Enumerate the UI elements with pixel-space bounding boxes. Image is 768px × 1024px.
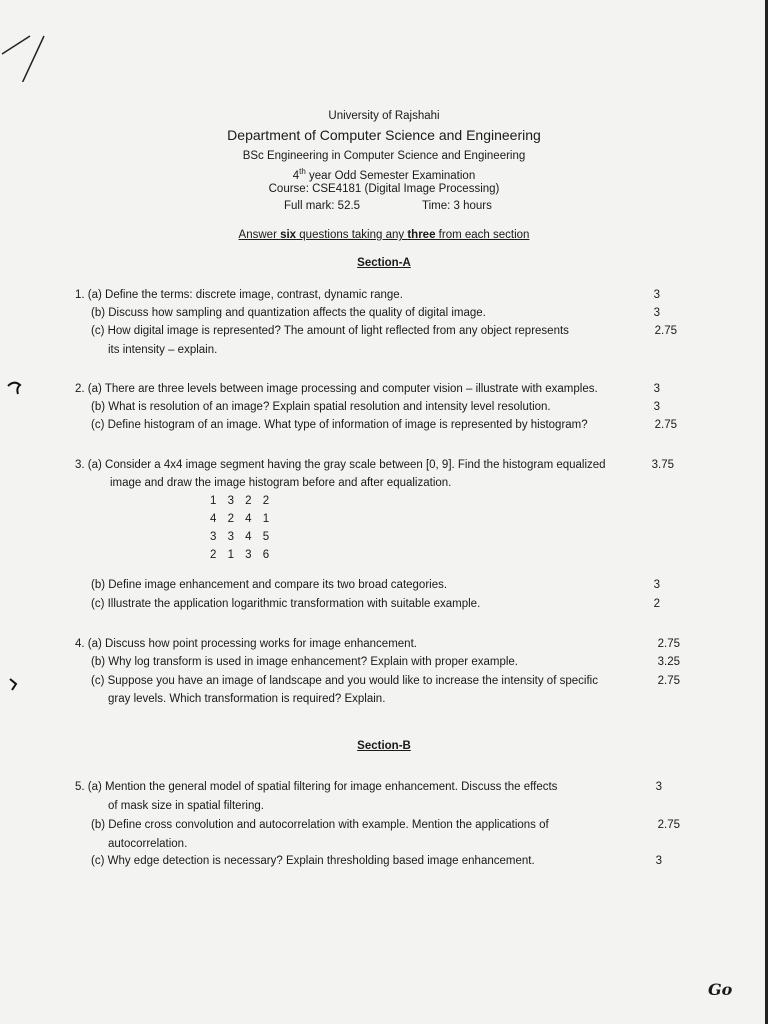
q2a-mark: 3 xyxy=(653,383,660,395)
q5a-mark: 3 xyxy=(655,781,662,793)
full-mark: Full mark: 52.5 xyxy=(284,200,361,212)
q2c-mark: 2.75 xyxy=(654,419,677,431)
q5c-mark: 3 xyxy=(655,855,662,867)
course-name: Course: CSE4181 (Digital Image Processing) xyxy=(268,183,500,195)
q3a-cont: image and draw the image histogram before and after equalization. xyxy=(110,477,452,489)
q1b: (b) Discuss how sampling and quantization affects the quality of digital image. xyxy=(91,307,486,319)
program-name: BSc Engineering in Computer Science and Engineering xyxy=(242,150,526,162)
q4c: (c) Suppose you have an image of landscape and you would like to increase the intensity of specific xyxy=(91,675,598,687)
q3a: 3. (a) Consider a 4x4 image segment having the gray scale between [0, 9]. Find the histogram equalized xyxy=(75,459,606,471)
q5b: (b) Define cross convolution and autocorrelation with example. Mention the applications of xyxy=(91,819,549,831)
exam-time: Time: 3 hours xyxy=(422,200,492,212)
instruction: Answer six questions taking any three from each section xyxy=(238,229,530,241)
department-name: Department of Computer Science and Engineering xyxy=(227,127,541,143)
matrix-row: 1 3 2 2 xyxy=(210,495,274,507)
section-b-title: Section-B xyxy=(357,740,411,752)
handwritten-note: Go xyxy=(708,980,733,999)
section-a-title: Section-A xyxy=(357,257,411,269)
q3b-mark: 3 xyxy=(653,579,660,591)
university-name: University of Rajshahi xyxy=(328,110,440,122)
q3b: (b) Define image enhancement and compare its two broad categories. xyxy=(91,579,448,591)
q2c: (c) Define histogram of an image. What type of information of image is represented by histogram? xyxy=(91,419,588,431)
matrix-row: 4 2 4 1 xyxy=(210,513,274,525)
matrix-row: 3 3 4 5 xyxy=(210,531,274,543)
q5c: (c) Why edge detection is necessary? Explain thresholding based image enhancement. xyxy=(91,855,535,867)
q1c: (c) How digital image is represented? The amount of light reflected from any object represents xyxy=(91,325,569,337)
matrix-row: 2 1 3 6 xyxy=(210,549,274,561)
q4c-cont: gray levels. Which transformation is required? Explain. xyxy=(108,693,386,705)
ink-mark xyxy=(6,676,20,692)
q1c-cont: its intensity – explain. xyxy=(108,344,218,356)
q5b-cont: autocorrelation. xyxy=(108,838,188,850)
exam-name: 4th year Odd Semester Examination xyxy=(292,167,476,182)
q3c: (c) Illustrate the application logarithmic transformation with suitable example. xyxy=(91,598,481,610)
q5a-cont: of mask size in spatial filtering. xyxy=(108,800,264,812)
q3c-mark: 2 xyxy=(653,598,660,610)
q2a: 2. (a) There are three levels between image processing and computer vision – illustrate with examples. xyxy=(75,383,598,395)
q3a-mark: 3.75 xyxy=(651,459,674,471)
q1a: 1. (a) Define the terms: discrete image, contrast, dynamic range. xyxy=(75,289,403,301)
q1b-mark: 3 xyxy=(653,307,660,319)
q4b: (b) Why log transform is used in image enhancement? Explain with proper example. xyxy=(91,656,518,668)
ink-mark xyxy=(6,380,22,396)
q4a: 4. (a) Discuss how point processing works for image enhancement. xyxy=(75,638,417,650)
q5a: 5. (a) Mention the general model of spatial filtering for image enhancement. Discuss the effects xyxy=(75,781,558,793)
q5b-mark: 2.75 xyxy=(657,819,680,831)
q1c-mark: 2.75 xyxy=(654,325,677,337)
q4c-mark: 2.75 xyxy=(657,675,680,687)
q4b-mark: 3.25 xyxy=(657,656,680,668)
q2b-mark: 3 xyxy=(653,401,660,413)
q2b: (b) What is resolution of an image? Explain spatial resolution and intensity level resolution. xyxy=(91,401,551,413)
q1a-mark: 3 xyxy=(653,289,660,301)
q4a-mark: 2.75 xyxy=(657,638,680,650)
pen-mark-doodle xyxy=(0,22,60,82)
